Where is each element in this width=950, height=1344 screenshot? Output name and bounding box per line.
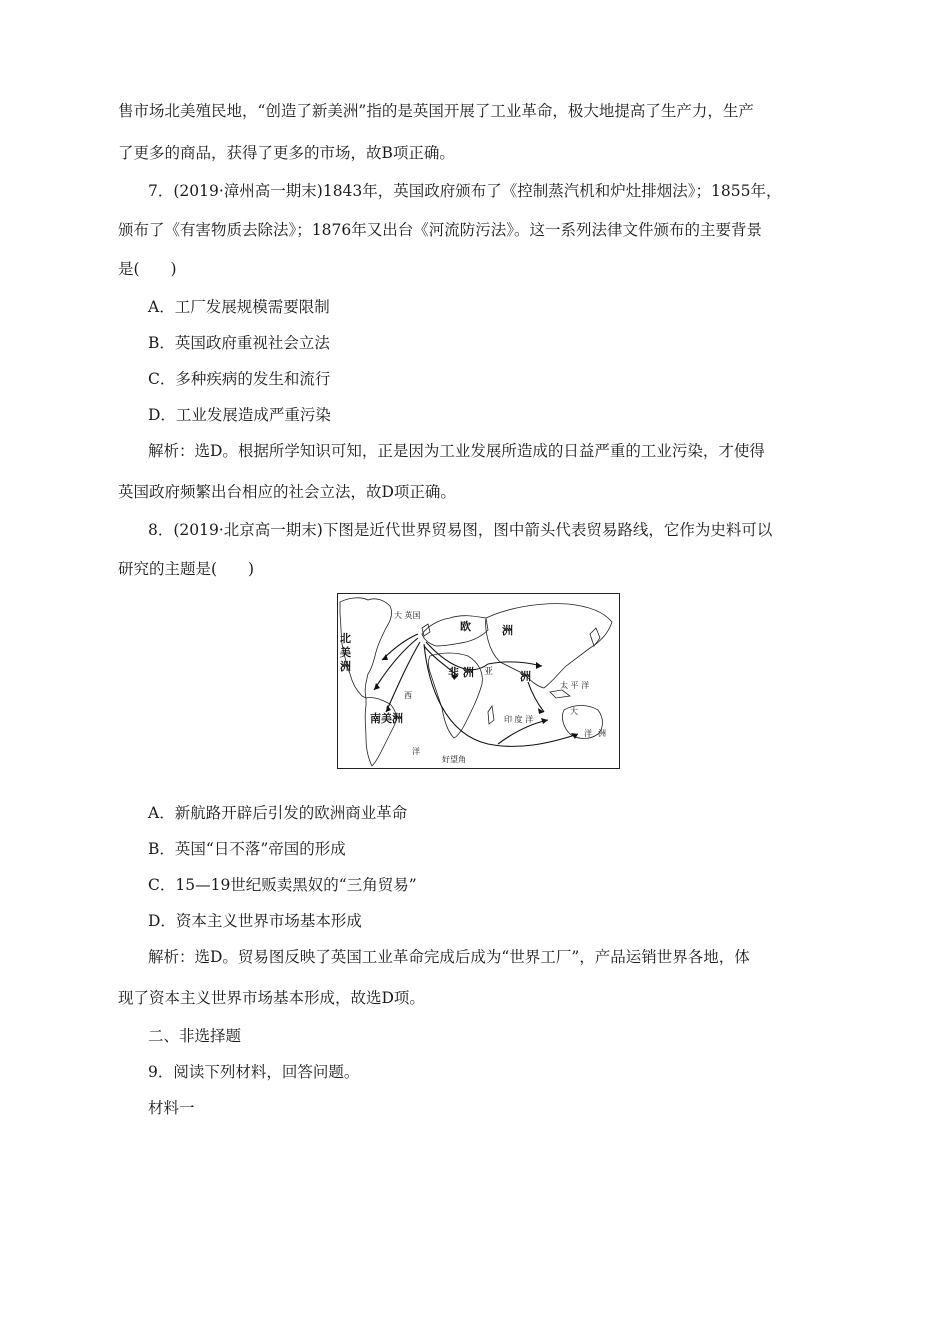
material-label: 材料一 xyxy=(148,1099,195,1117)
map-label: 洲 xyxy=(598,729,606,738)
map-label: 太 平 洋 xyxy=(560,681,590,690)
trade-route-arrow xyxy=(528,682,544,712)
japan-outline xyxy=(590,628,600,646)
section-heading: 二、非选择题 xyxy=(148,1027,242,1045)
asia-outline xyxy=(486,604,612,688)
south-america-outline xyxy=(365,697,396,766)
world-trade-map xyxy=(337,593,620,769)
map-label: 亚 xyxy=(484,667,494,677)
question-8-option-b: B．英国“日不落”帝国的形成 xyxy=(148,840,346,858)
question-8-option-d: D．资本主义世界市场基本形成 xyxy=(148,912,362,930)
question-8-analysis: 现了资本主义世界市场基本形成，故选D项。 xyxy=(118,989,425,1007)
britain-outline xyxy=(422,624,430,636)
trade-route-arrow xyxy=(488,662,542,666)
map-label: 洋 xyxy=(584,729,592,738)
trade-route-arrow xyxy=(374,638,418,690)
map-label: 欧 xyxy=(460,620,471,633)
question-8-option-c: C．15—19世纪贩卖黑奴的“三角贸易” xyxy=(148,876,417,894)
question-7-analysis: 英国政府频繁出台相应的社会立法，故D项正确。 xyxy=(118,483,456,501)
indonesia-outline xyxy=(550,690,570,698)
australia-outline xyxy=(562,706,602,739)
map-label: 好望角 xyxy=(442,755,466,764)
question-8-stem: 研究的主题是( ) xyxy=(118,560,255,578)
question-7-analysis: 解析：选D。根据所学知识可知，正是因为工业发展所造成的日益严重的工业污染，才使得 xyxy=(148,442,765,460)
text-line: 售市场北美殖民地，“创造了新美洲”指的是英国开展了工业革命，极大地提高了生产力，生产 xyxy=(118,102,754,120)
question-9-stem: 9．阅读下列材料，回答问题。 xyxy=(148,1063,360,1081)
map-label: 洲 xyxy=(520,670,531,683)
trade-route-arrow xyxy=(424,644,578,746)
question-8-analysis: 解析：选D。贸易图反映了英国工业革命完成后成为“世界工厂”，产品运销世界各地，体 xyxy=(148,948,750,966)
text-line: 了更多的商品，获得了更多的市场，故B项正确。 xyxy=(118,144,455,162)
map-label: 洋 xyxy=(412,747,420,756)
map-label: 南美洲 xyxy=(370,712,403,725)
arrowhead xyxy=(536,662,542,669)
question-8-stem: 8．(2019·北京高一期末)下图是近代世界贸易图，图中箭头代表贸易路线，它作为史料可以 xyxy=(148,521,773,539)
question-7-stem: 7．(2019·漳州高一期末)1843年，英国政府颁布了《控制蒸汽机和炉灶排烟法》；1855年， xyxy=(148,182,782,200)
map-label: 印 度 洋 xyxy=(504,715,534,724)
arrowhead xyxy=(541,718,548,724)
map-label: 北 xyxy=(340,632,351,645)
question-8-option-a: A．新航路开辟后引发的欧洲商业革命 xyxy=(148,804,408,822)
question-7-option-d: D．工业发展造成严重污染 xyxy=(148,406,331,424)
map-label: 洲 xyxy=(340,660,351,673)
europe-outline xyxy=(422,616,488,646)
madagascar-outline xyxy=(488,706,494,724)
map-label: 美 xyxy=(340,646,351,659)
question-7-option-a: A．工厂发展规模需要限制 xyxy=(148,298,330,316)
arrowhead xyxy=(374,683,380,690)
question-7-stem: 是( ) xyxy=(118,260,177,278)
question-7-stem: 颁布了《有害物质去除法》；1876年又出台《河流防污法》。这一系列法律文件颁布的主要背景 xyxy=(118,221,762,239)
map-label: 非 洲 xyxy=(448,666,474,679)
question-7-option-c: C．多种疾病的发生和流行 xyxy=(148,370,331,388)
question-7-option-b: B．英国政府重视社会立法 xyxy=(148,334,330,352)
map-label: 西 xyxy=(404,691,412,700)
map-label: 大 英国 xyxy=(394,611,421,620)
map-label: 大 xyxy=(570,707,578,716)
map-label: 洲 xyxy=(502,624,513,637)
